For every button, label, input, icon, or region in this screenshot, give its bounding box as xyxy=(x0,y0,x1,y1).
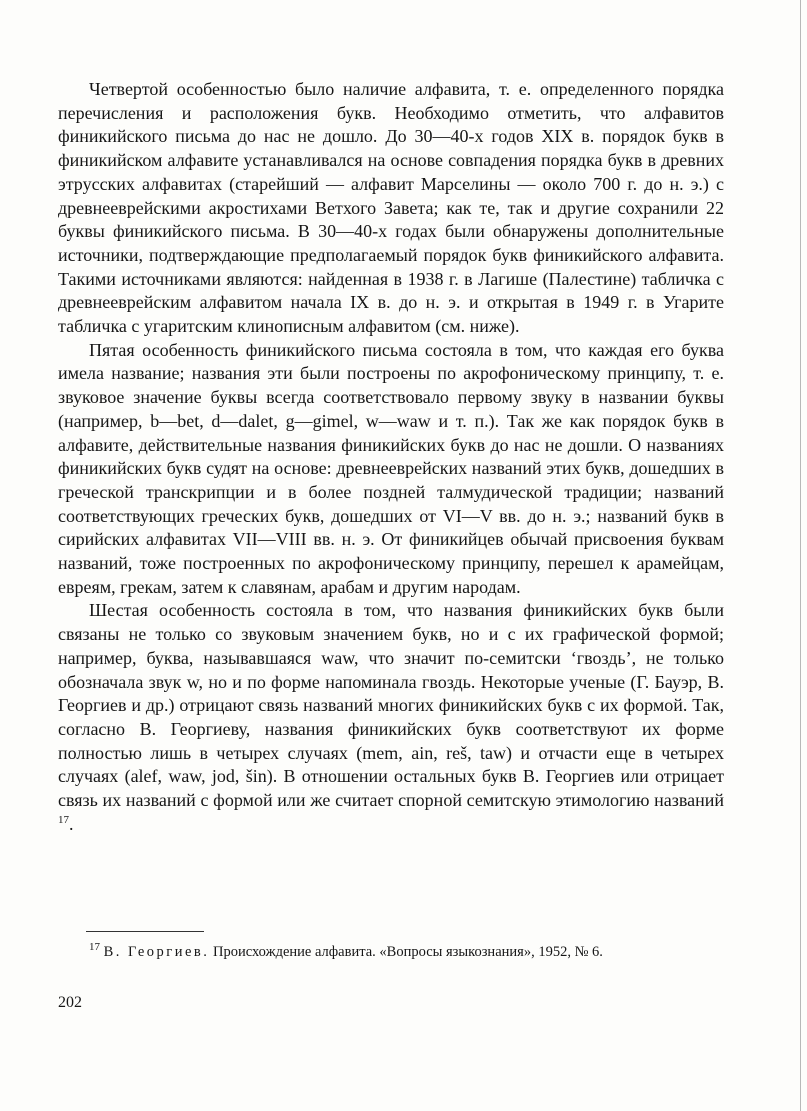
footnote xyxy=(58,943,724,962)
page-body xyxy=(58,78,724,837)
footnote-text: Происхождение алфавита. «Вопросы языкознания», 1952, № 6. xyxy=(213,944,603,960)
footnote-divider xyxy=(86,931,204,932)
page-number: 202 xyxy=(58,994,82,1011)
page-edge xyxy=(800,0,801,1111)
footnote-reference: 17 xyxy=(58,813,69,826)
paragraph-sixth-feature: Шестая особенность состояла в том, что названия финикийских букв были связаны не только со звуковым значением букв, но и с их графической формой; например, буква, называвшаяся waw, что значит по-семитски ‘гвоздь’, не только обозначала звук w, но и по форме напоминала гвоздь. Некоторые ученые (Г. Бауэр, В. Георгиев и др.) отрицают связь названий многих финикийских букв с их формой. Так, согласно В. Георгиеву, названия финикийских букв соответствуют их форме полностью лишь в четырех случаях (mem, ain, reš, taw) и отчасти еще в четырех случаях (alef, waw, jod, šin). В отношении остальных букв В. Георгиев или отрицает связь их названий с формой или же считает спорной семитскую этимологию названий $^{17}$. xyxy=(58,600,724,834)
footnote-number: 17 xyxy=(89,941,100,954)
paragraph-fourth-feature: Четвертой особенностью было наличие алфавита, т. е. определенного порядка перечисления и расположения букв. Необходимо отметить, что алфавитов финикийского письма до нас не дошло. До 30—40-х годов XIX в. порядок букв в финикийском алфавите устанавливался на основе совпадения порядка букв в древних этрусских алфавитах (старейший — алфавит Марселины — около 700 г. до н. э.) с древнееврейскими акростихами Ветхого Завета; как те, так и другие сохранили 22 буквы финикийского письма. В 30—40-х годах были обнаружены дополнительные источники, подтверждающие предполагаемый порядок букв финикийского алфавита. Такими источниками являются: найденная в 1938 г. в Лагише (Палестине) табличка с древнееврейским алфавитом начала IX в. до н. э. и открытая в 1949 г. в Угарите табличка с угаритским клинописным алфавитом (см. ниже). xyxy=(58,79,724,337)
paragraph-fifth-feature: Пятая особенность финикийского письма состояла в том, что каждая его буква имела название; названия эти были построены по акрофоническому принципу, т. е. звуковое значение буквы всегда соответствовало первому звуку в названии буквы (например, b—bet, d—dalet, g—gimel, w—waw и т. п.). Так же как порядок букв в алфавите, действительные названия финикийских букв до нас не дошли. О названиях финикийских букв судят на основе: древнееврейских названий этих букв, дошедших в греческой транскрипции и в более поздней талмудической традиции; названий соответствующих греческих букв, дошедших от VI—V вв. до н. э.; названий букв в сирийских алфавитах VII—VIII вв. н. э. От финикийцев обычай присвоения буквам названий, тоже построенных по акрофоническому принципу, перешел к арамейцам, евреям, грекам, затем к славянам, арабам и другим народам. xyxy=(58,339,724,597)
paragraph-sixth-text: Шестая особенность состояла в том, что названия финикийских букв были связаны не только со звуковым значением букв, но и с их графической формой; например, буква, называвшаяся waw, что значит по-семитски ‘гвоздь’, не только обозначала звук w, но и по форме напоминала гвоздь. Некоторые ученые (Г. Бауэр, В. Георгиев и др.) отрицают связь названий многих финикийских букв с их формой. Так, согласно В. Георгиеву, названия финикийских букв соответствуют их форме полностью лишь в четырех случаях (mem, ain, reš, taw) и отчасти еще в четырех случаях (alef, waw, jod, šin). В отношении остальных букв В. Георгиев или отрицает связь их названий с формой или же считает спорной семитскую этимологию названий xyxy=(58,600,724,811)
footnote-author: В. Георгиев. xyxy=(103,944,210,960)
